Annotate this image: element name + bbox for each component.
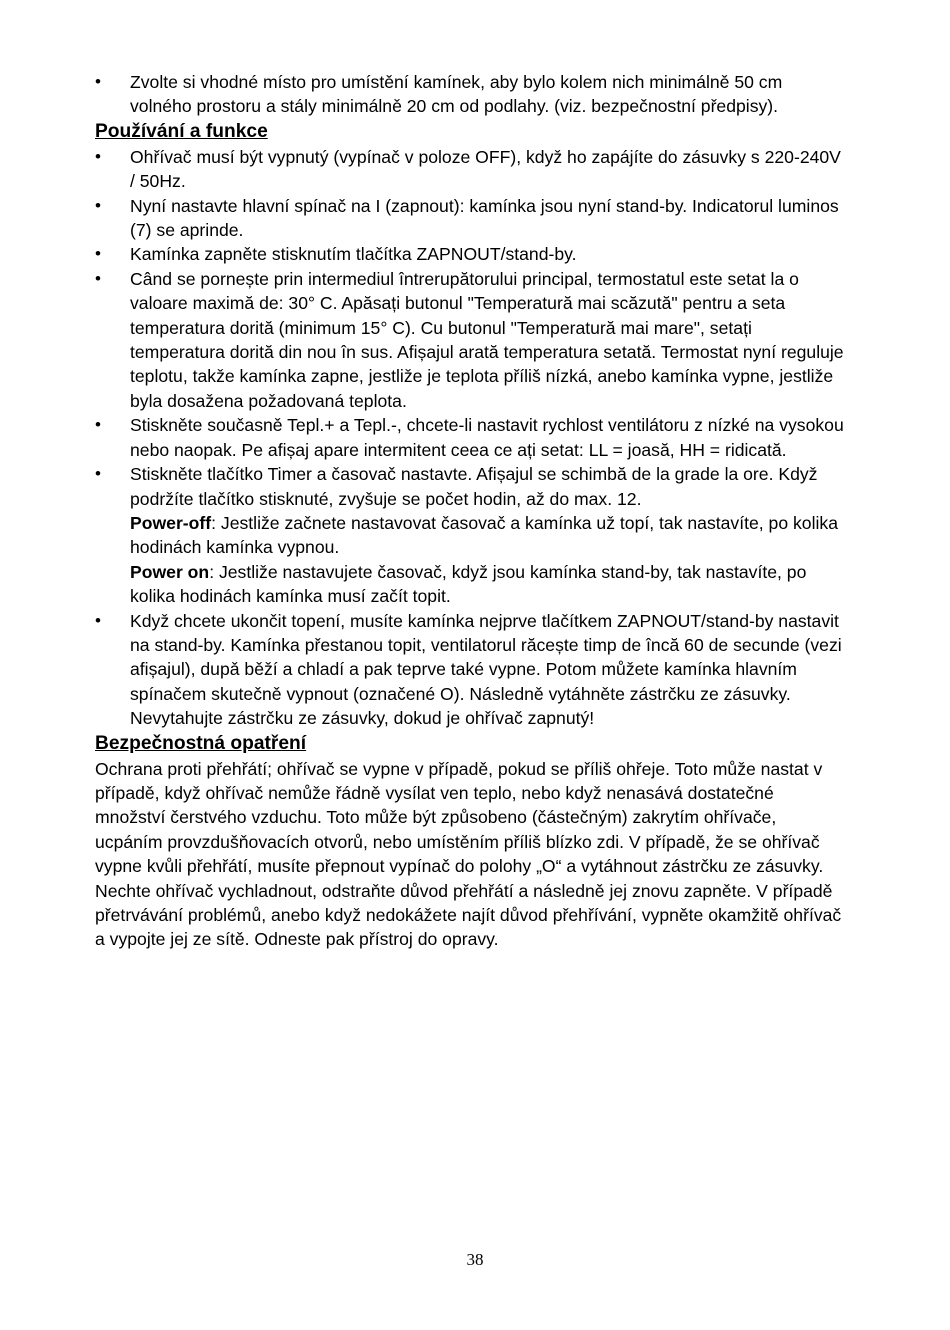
section-heading-usage: Používání a funkce: [95, 120, 268, 142]
bullet-text: • Stiskněte současně Tepl.+ a Tepl.-, chcete-li nastavit rychlost ventilátoru z nízké na vysokou nebo naopak. Pe afișaj apare intermitent ceea ce ați setat: LL = joasă, HH = ridicată.: [130, 415, 844, 460]
list-item: [95, 70, 845, 119]
section-heading-safety: Bezpečnostná opatření: [95, 732, 307, 754]
list-item: [95, 609, 845, 731]
power-off-label: Power-off: [130, 512, 212, 533]
intro-bullet-list: [95, 70, 845, 119]
bullet-text: • Zvolte si vhodné místo pro umístění kamínek, aby bylo kolem nich minimálně 50 cm volného prostoru a stály minimálně 20 cm od podlahy. (viz. bezpečnostní předpisy).: [130, 72, 783, 117]
power-on-label: Power on: [130, 561, 210, 582]
power-off-text: : Jestliže začnete nastavovat časovač a kamínka už topí, tak nastavíte, po kolika hodinách kamínka vypnou.: [130, 512, 838, 558]
safety-paragraph: Ochrana proti přehřátí; ohřívač se vypne v případě, pokud se příliš ohřeje. Toto může nastat v případě, když ohřívač nemůže řádně vysílat ven teplo, nebo když nenasává dostatečné množství čerstvého vzduchu. Toto může být způsobeno (částečným) zakrytím ohřívače, ucpáním provzdušňovacích otvorů, nebo umístěním příliš blízko zdi. V případě, že se ohřívač vypne kvůli přehřátí, musíte přepnout vypínač do polohy „O“ a vytáhnout zástrčku ze zásuvky. Nechte ohřívač vychladnout, odstraňte důvod přehřátí a následně jej znovu zapněte. V případě přetrvávání problémů, anebo když nedokážete najít důvod přehřívání, vypněte okamžitě ohřívač a vypojte jej ze sítě. Odneste pak přístroj do opravy.: [95, 758, 842, 950]
list-item: [95, 413, 845, 462]
power-on-note: [130, 560, 845, 609]
bullet-text: • Stiskněte tlačítko Timer a časovač nastavte. Afișajul se schimbă de la grade la ore. Když podržíte tlačítko stisknuté, zvyšuje se počet hodin, až do max. 12.: [130, 464, 818, 509]
list-item: [95, 194, 845, 243]
power-off-note: [130, 511, 845, 560]
bullet-text: • Když chcete ukončit topení, musíte kamínka nejprve tlačítkem ZAPNOUT/stand-by nastavit na stand-by. Kamínka přestanou topit, ventilatorul răcește timp de încă 60 de secunde (vezi afișajul), dupǎ běží a chladí a pak teprve také vypne. Potom můžete kamínka hlavním spínačem skutečně vypnout (označené O). Následně vytáhněte zástrčku ze zásuvky. Nevytahujte zástrčku ze zásuvky, dokud je ohřívač zapnutý!: [130, 610, 842, 729]
bullet-text: • Nyní nastavte hlavní spínač na I (zapnout): kamínka jsou nyní stand-by. Indicatorul luminos (7) se aprinde.: [130, 195, 839, 241]
bullet-text: • Ohřívač musí být vypnutý (vypínač v poloze OFF), když ho zapájíte do zásuvky s 220-240V / 50Hz.: [130, 146, 841, 192]
usage-bullet-list: [95, 145, 845, 731]
list-item: [95, 242, 845, 266]
page-number: 38: [466, 1250, 484, 1269]
list-item: [95, 145, 845, 194]
list-item-timer: [95, 462, 845, 608]
bullet-text: • Kamínka zapněte stisknutím tlačítka ZAPNOUT/stand-by.: [130, 244, 577, 265]
document-page: [95, 70, 845, 952]
bullet-text: • Când se pornește prin intermediul întrerupătorului principal, termostatul este setat la o valoare maximă de: 30° C. Apăsați butonul "Temperatură mai scăzută" pentru a seta temperatura dorită (minimum 15° C). Cu butonul "Temperatură mai mare", setați temperatura dorită din nou în sus. Afișajul arată temperatura setată. Termostat nyní reguluje teplotu, takže kamínka zapne, jestliže je teplota příliš nízká, anebo kamínka vypne, jestliže byla dosažena požadovaná teplota.: [130, 268, 844, 411]
list-item: [95, 267, 845, 413]
power-on-text: : Jestliže nastavujete časovač, když jsou kamínka stand-by, tak nastavíte, po kolika hodinách kamínka musí začít topit.: [130, 561, 807, 607]
